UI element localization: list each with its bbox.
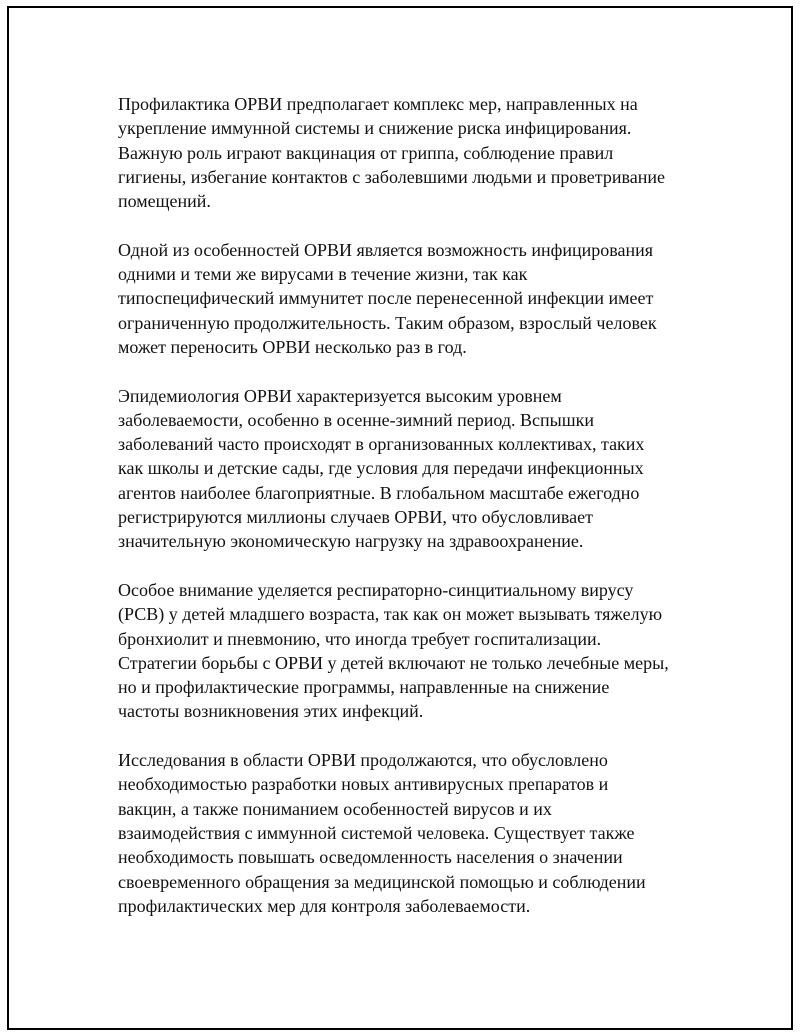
text-line: необходимость повышать осведомленность населения о значении xyxy=(118,847,623,868)
paragraph-3 xyxy=(118,384,698,554)
text-line: своевременного обращения за медицинской помощью и соблюдении xyxy=(118,871,646,892)
text-line: укрепление иммунной системы и снижение риска инфицирования. xyxy=(118,118,632,139)
paragraph-5 xyxy=(118,748,698,918)
paragraph-2 xyxy=(118,238,698,359)
paragraph-4 xyxy=(118,578,698,724)
text-line: Исследования в области ОРВИ продолжаются, что обусловлено xyxy=(118,750,608,771)
text-line: Важную роль играют вакцинация от гриппа, соблюдение правил xyxy=(118,142,614,163)
text-line: типоспецифический иммунитет после перенесенной инфекции имеет xyxy=(118,288,654,309)
text-line: агентов наиболее благоприятные. В глобальном масштабе ежегодно xyxy=(118,482,640,503)
text-line: вакцин, а также пониманием особенностей вирусов и их xyxy=(118,798,552,819)
text-line: Особое внимание уделяется респираторно-синцитиальному вирусу xyxy=(118,579,634,600)
text-line: взаимодействия с иммунной системой человека. Существует также xyxy=(118,822,635,843)
text-line: помещений. xyxy=(118,191,211,212)
text-line: бронхиолит и пневмонию, что иногда требует госпитализации. xyxy=(118,628,602,649)
text-line: как школы и детские сады, где условия для передачи инфекционных xyxy=(118,458,644,479)
text-line: заболеваемости, особенно в осенне-зимний период. Вспышки xyxy=(118,409,594,430)
text-line: гигиены, избегание контактов с заболевшими людьми и проветривание xyxy=(118,166,665,187)
text-line: значительную экономическую нагрузку на здравоохранение. xyxy=(118,531,584,552)
text-line: может переносить ОРВИ несколько раз в год. xyxy=(118,336,467,357)
text-line: заболеваний часто происходят в организованных коллективах, таких xyxy=(118,434,645,455)
text-line: необходимостью разработки новых антивирусных препаратов и xyxy=(118,774,609,795)
paragraph-1 xyxy=(118,92,698,213)
text-line: Эпидемиология ОРВИ характеризуется высоким уровнем xyxy=(118,385,562,406)
text-line: Профилактика ОРВИ предполагает комплекс мер, направленных на xyxy=(118,94,638,114)
text-line: ограниченную продолжительность. Таким образом, взрослый человек xyxy=(118,312,657,333)
text-line: Стратегии борьбы с ОРВИ у детей включают не только лечебные меры, xyxy=(118,652,669,673)
text-line: Одной из особенностей ОРВИ является возможность инфицирования xyxy=(118,239,654,260)
document-body xyxy=(118,92,698,942)
text-line: регистрируются миллионы случаев ОРВИ, что обусловливает xyxy=(118,507,594,528)
text-line: профилактических мер для контроля заболеваемости. xyxy=(118,895,531,916)
text-line: (РСВ) у детей младшего возраста, так как он может вызывать тяжелую xyxy=(118,604,663,625)
text-line: частоты возникновения этих инфекций. xyxy=(118,701,424,722)
text-line: одними и теми же вирусами в течение жизни, так как xyxy=(118,264,528,285)
text-line: но и профилактические программы, направленные на снижение xyxy=(118,677,610,698)
